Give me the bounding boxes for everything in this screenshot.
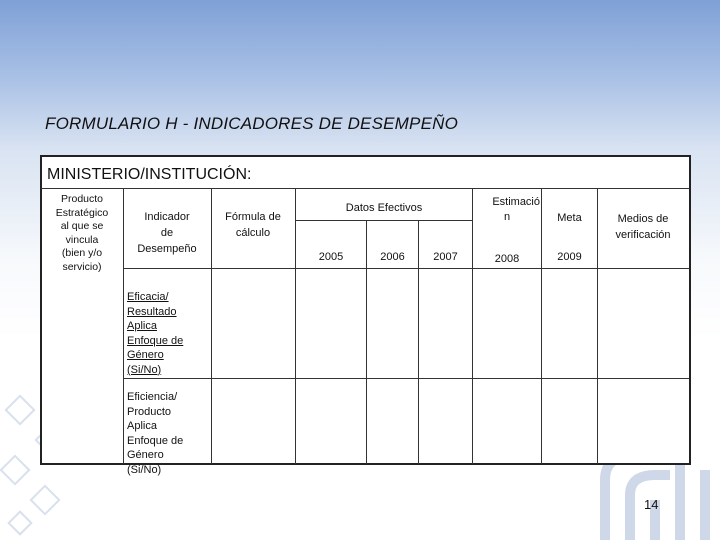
header-producto: Producto Estratégico al que se vincula (bien y/o servicio) (55, 193, 109, 273)
header-separator-line (41, 188, 689, 189)
header-indicador: Indicador de Desempeño (137, 211, 197, 255)
page-number: 14 (644, 497, 659, 512)
header-year-2006: 2006 (380, 251, 405, 263)
row-eficacia-resultado: Eficacia/ Resultado Aplica Enfoque de Género (Si/No) (127, 291, 184, 376)
datos-efectivos-underline (295, 220, 472, 221)
slide-title: FORMULARIO H - INDICADORES DE DESEMPEÑO (45, 114, 459, 133)
header-year-2007: 2007 (433, 251, 458, 263)
row-eficiencia-producto: Eficiencia/ Producto Aplica Enfoque de Género (Si/No) (127, 391, 184, 476)
col-divider-7 (541, 188, 542, 464)
row-separator-middle (123, 378, 689, 379)
ministry-label: MINISTERIO/INSTITUCIÓN: (47, 166, 252, 183)
header-datos-efectivos: Datos Efectivos (345, 202, 423, 214)
header-year-2009: 2009 (557, 251, 582, 263)
row-separator-top (123, 268, 689, 269)
col-divider-6 (472, 188, 473, 464)
header-year-2008: 2008 (494, 253, 520, 265)
header-estimacion: Estimació n (492, 196, 540, 223)
header-formula: Fórmula de cálculo (225, 211, 281, 239)
header-meta: Meta (557, 212, 582, 224)
header-medios: Medios de verificación (615, 213, 671, 241)
col-divider-3 (295, 188, 296, 464)
header-year-2005: 2005 (318, 251, 344, 263)
